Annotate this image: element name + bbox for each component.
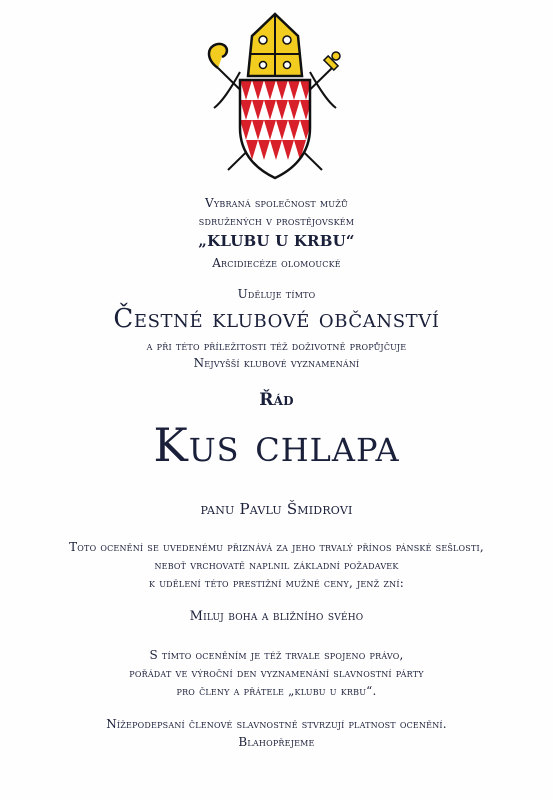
- order-label: Řád: [259, 390, 294, 410]
- reason-line-1: Toto ocenění se uvedenému přiznává za jeho trvalý přínos pánské sešlosti,: [69, 540, 484, 554]
- rights-line-1: S tímto oceněním je též trvale spojeno právo,: [149, 648, 404, 662]
- rights-line-2: pořádat ve výroční den vyznamenání slavnostní párty: [129, 666, 424, 680]
- reason-line-2: neboť vrchovatě naplnil základní požadavek: [154, 558, 399, 572]
- grant-line-4: Nejvyšší klubové vyznamenání: [193, 356, 360, 370]
- recipient: panu Pavlu Šmidrovi: [200, 500, 353, 518]
- club-name: „KLUBU U KRBU“: [198, 232, 355, 250]
- closing-line-1: Nížepodepsaní členové slavnostně stvrzují platnost ocenění.: [106, 717, 447, 731]
- intro-line-2: sdružených v prostějovském: [198, 214, 355, 228]
- honorary-title: Čestné klubové občanství: [113, 304, 440, 334]
- motto: Miluj boha a bližního svého: [189, 609, 364, 624]
- intro-line-4: Arcidiecéze olomoucké: [212, 256, 341, 270]
- grant-line-3: a při této příležitosti též doživotně propůjčuje: [146, 339, 407, 353]
- intro-line-1: Vybraná společnost mužů: [205, 196, 348, 210]
- coat-of-arms-icon: [200, 10, 350, 180]
- reason-line-3: k udělení této prestižní mužné ceny, jenž zní:: [149, 576, 404, 590]
- closing-line-2: Blahopřejeme: [238, 735, 315, 749]
- rights-line-3: pro členy a přátele „klubu u krbu“.: [176, 684, 377, 698]
- order-name: Kus chlapa: [153, 418, 400, 472]
- grant-line-1: Uděluje tímto: [237, 287, 316, 301]
